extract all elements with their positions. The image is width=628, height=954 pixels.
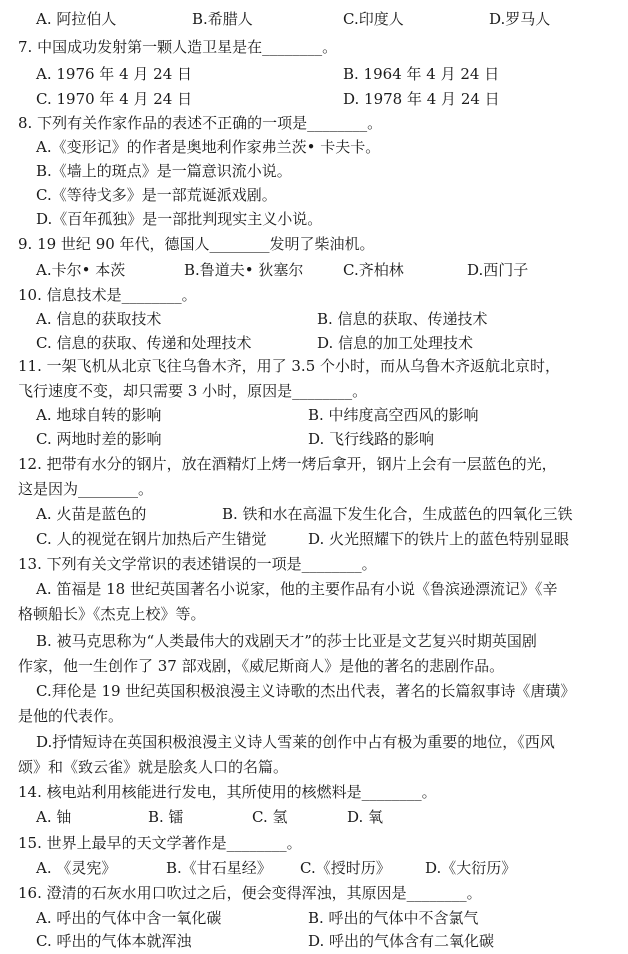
q16-option-a: A. 呼出的气体中含一氧化碳 [36, 909, 222, 927]
q7-option-a: A. 1976 年 4 月 24 日 [36, 65, 193, 83]
q13-option-a: A. 笛福是 18 世纪英国著名小说家，他的主要作品有小说《鲁滨逊漂流记》《辛 [36, 580, 558, 598]
q15-option-c: C.《授时历》 [300, 859, 391, 877]
q12-option-c: C. 人的视觉在钢片加热后产生错觉 [36, 530, 267, 548]
q10-option-b: B. 信息的获取、传递技术 [317, 310, 488, 328]
q13-option-b: B. 被马克思称为“人类最伟大的戏剧天才”的莎士比亚是文艺复兴时期英国剧 [36, 632, 537, 650]
q10-option-d: D. 信息的加工处理技术 [317, 334, 474, 352]
q11-option-b: B. 中纬度高空西风的影响 [308, 406, 479, 424]
q16-option-b: B. 呼出的气体中不含氯气 [308, 909, 479, 927]
q16-option-c: C. 呼出的气体本就浑浊 [36, 932, 192, 950]
question-stem-continued: 这是因为________。 [18, 480, 154, 498]
q10-option-c: C. 信息的获取、传递和处理技术 [36, 334, 252, 352]
q8-option-b: B.《墙上的斑点》是一篇意识流小说。 [36, 162, 292, 180]
q14-option-a: A. 铀 [36, 808, 72, 826]
q6-option-c: C.印度人 [343, 10, 404, 28]
question-stem: 10. 信息技术是________。 [18, 286, 197, 304]
q6-option-b: B.希腊人 [192, 10, 253, 28]
question-stem: 9. 19 世纪 90 年代，德国人________发明了柴油机。 [18, 235, 375, 253]
q13-option-c: C.拜伦是 19 世纪英国积极浪漫主义诗歌的杰出代表，著名的长篇叙事诗《唐璜》 [36, 682, 576, 700]
q7-option-b: B. 1964 年 4 月 24 日 [343, 65, 500, 83]
q13-option-b-continued: 作家，他一生创作了 37 部戏剧，《威尼斯商人》是他的著名的悲剧作品。 [18, 657, 505, 675]
q15-option-b: B.《甘石星经》 [166, 859, 272, 877]
q8-option-a: A.《变形记》的作者是奥地利作家弗兰茨• 卡夫卡。 [36, 138, 381, 156]
question-stem: 12. 把带有水分的钢片，放在酒精灯上烤一烤后拿开，钢片上会有一层蓝色的光， [18, 455, 557, 473]
q12-option-b: B. 铁和水在高温下发生化合，生成蓝色的四氧化三铁 [222, 505, 573, 523]
q13-option-a-continued: 格顿船长》《杰克上校》等。 [18, 605, 206, 623]
q6-option-d: D.罗马人 [489, 10, 551, 28]
question-stem: 13. 下列有关文学常识的表述错误的一项是________。 [18, 555, 377, 573]
q7-option-d: D. 1978 年 4 月 24 日 [343, 90, 500, 108]
q13-option-d-continued: 颂》和《致云雀》就是脍炙人口的名篇。 [18, 758, 289, 776]
q12-option-a: A. 火苗是蓝色的 [36, 505, 147, 523]
q13-option-c-continued: 是他的代表作。 [18, 707, 124, 725]
q9-option-d: D.西门子 [467, 261, 529, 279]
q15-option-d: D.《大衍历》 [425, 859, 517, 877]
q14-option-b: B. 镭 [148, 808, 184, 826]
q9-option-c: C.齐柏林 [343, 261, 404, 279]
q9-option-b: B.鲁道夫• 狄塞尔 [184, 261, 304, 279]
q11-option-a: A. 地球自转的影响 [36, 406, 162, 424]
q8-option-d: D.《百年孤独》是一部批判现实主义小说。 [36, 210, 323, 228]
question-stem: 15. 世界上最早的天文学著作是________。 [18, 834, 302, 852]
q11-option-d: D. 飞行线路的影响 [308, 430, 435, 448]
q15-option-a: A. 《灵宪》 [36, 859, 117, 877]
q12-option-d: D. 火光照耀下的铁片上的蓝色特别显眼 [308, 530, 570, 548]
q6-option-a: A. 阿拉伯人 [36, 10, 117, 28]
question-stem: 16. 澄清的石灰水用口吹过之后，便会变得浑浊，其原因是________。 [18, 884, 482, 902]
question-stem: 8. 下列有关作家作品的表述不正确的一项是________。 [18, 114, 383, 132]
question-stem-continued: 飞行速度不变，却只需要 3 小时，原因是________。 [18, 382, 368, 400]
q14-option-d: D. 氧 [347, 808, 384, 826]
q9-option-a: A.卡尔• 本茨 [36, 261, 126, 279]
question-stem: 7. 中国成功发射第一颗人造卫星是在________。 [18, 38, 338, 56]
question-stem: 11. 一架飞机从北京飞往乌鲁木齐，用了 3.5 个小时，而从乌鲁木齐返航北京时， [18, 357, 561, 375]
q16-option-d: D. 呼出的气体含有二氧化碳 [308, 932, 495, 950]
q10-option-a: A. 信息的获取技术 [36, 310, 162, 328]
q14-option-c: C. 氢 [252, 808, 288, 826]
q11-option-c: C. 两地时差的影响 [36, 430, 162, 448]
q13-option-d: D.抒情短诗在英国积极浪漫主义诗人雪莱的创作中占有极为重要的地位，《西风 [36, 733, 555, 751]
q8-option-c: C.《等待戈多》是一部荒诞派戏剧。 [36, 186, 277, 204]
question-stem: 14. 核电站利用核能进行发电，其所使用的核燃料是________。 [18, 783, 437, 801]
q7-option-c: C. 1970 年 4 月 24 日 [36, 90, 193, 108]
